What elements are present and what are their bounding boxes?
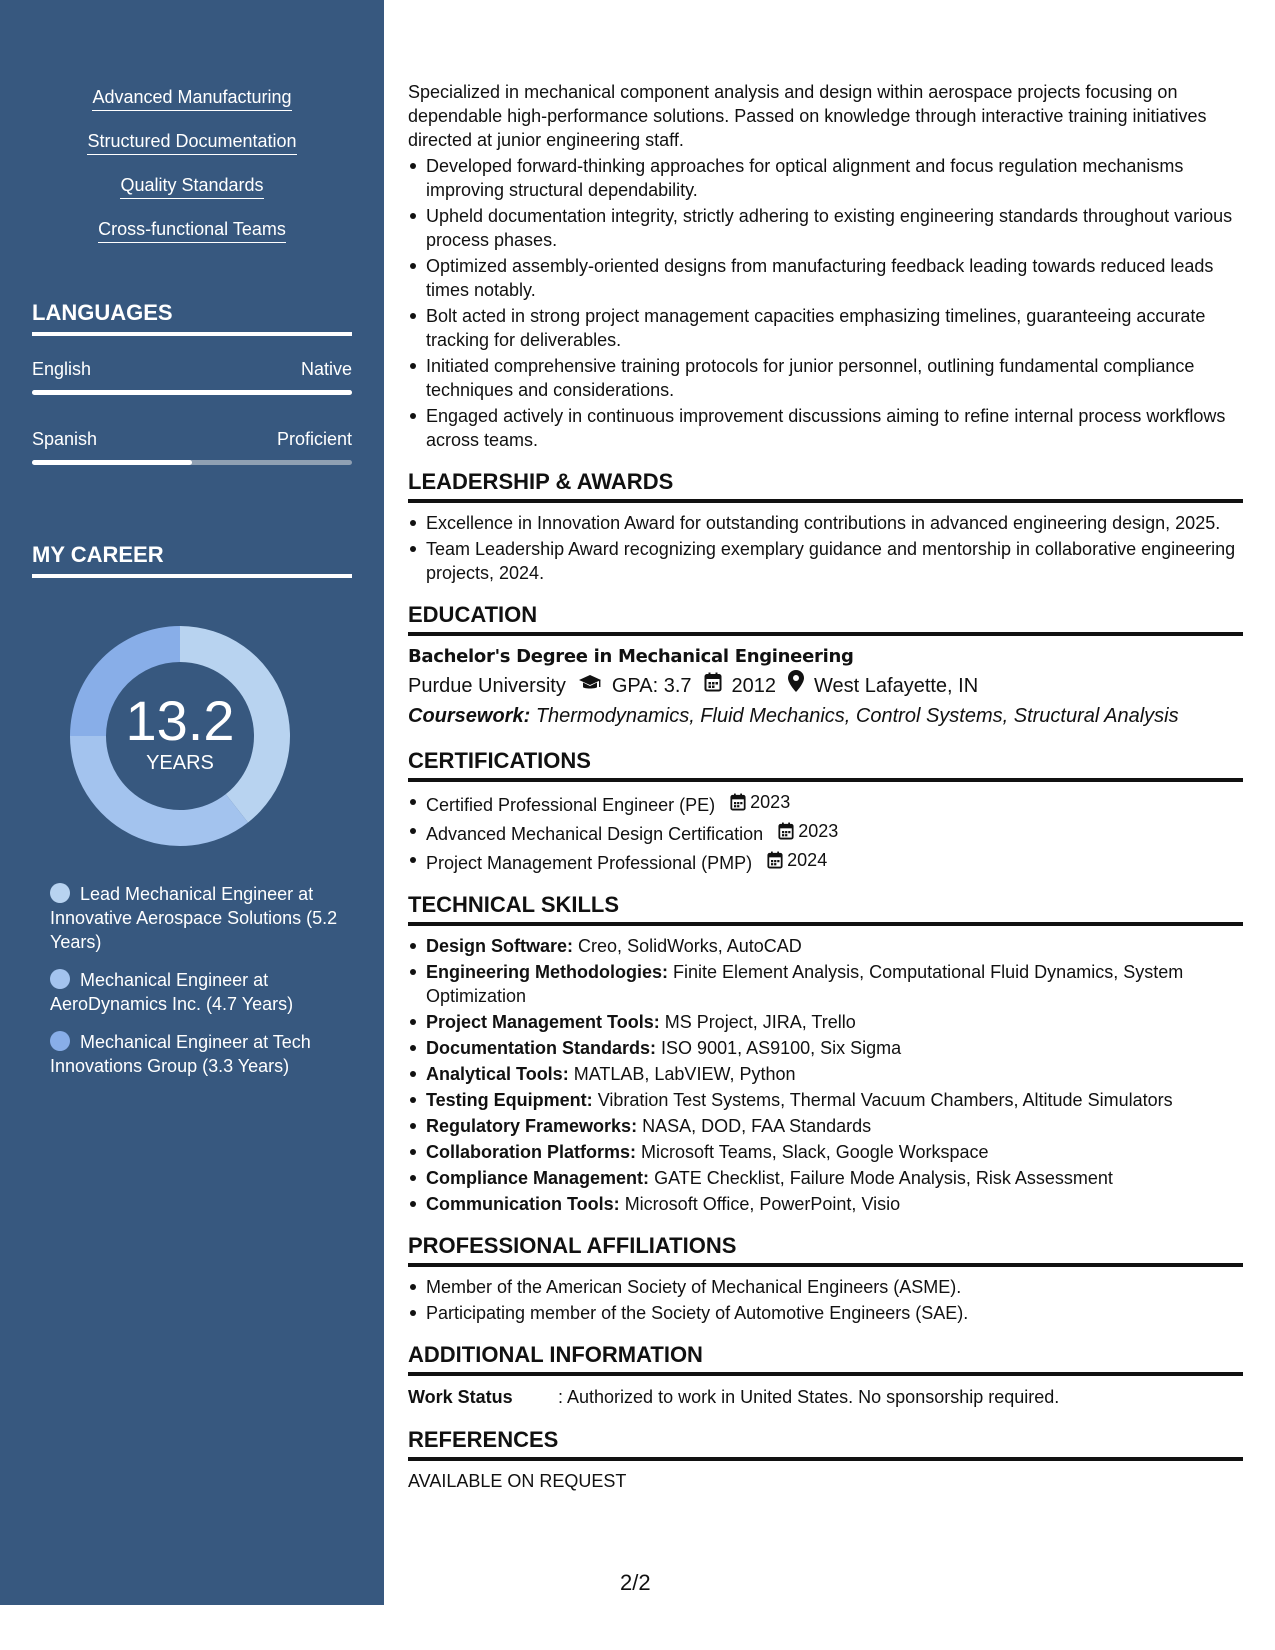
language-row [32,358,352,380]
certification-name: Advanced Mechanical Design Certification [426,824,764,844]
skill-link[interactable]: Cross-functional Teams [98,218,286,243]
calendar-icon [730,793,746,811]
technical-skills-list [408,934,1243,1216]
technical-skill-item [426,934,1243,958]
education-school: Purdue University [408,674,566,697]
education-heading: EDUCATION [408,601,1243,636]
certification-year: 2023 [798,821,839,841]
list-item: Upheld documentation integrity, strictly adhering to existing engineering standards throughout various process phases. [426,204,1243,252]
skill-category: Analytical Tools: [426,1064,569,1084]
skill-values: MS Project, JIRA, Trello [664,1012,856,1032]
languages-heading: LANGUAGES [32,300,352,336]
skill-values: Vibration Test Systems, Thermal Vacuum Chambers, Altitude Simulators [597,1090,1173,1110]
work-status-value: : Authorized to work in United States. No sponsorship required. [558,1387,1060,1407]
skill-values: ISO 9001, AS9100, Six Sigma [661,1038,902,1058]
leadership-heading: LEADERSHIP & AWARDS [408,468,1243,503]
career-total: 13.2 [125,689,235,752]
career-dot-icon [50,883,70,903]
education-degree: Bachelor's Degree in Mechanical Engineering [408,646,854,667]
skill-values: Finite Element Analysis, Computational Fluid Dynamics, System Optimization [426,962,1184,1006]
skill-values: NASA, DOD, FAA Standards [642,1116,872,1136]
technical-skill-item [426,1140,1243,1164]
certification-date [778,819,838,843]
skill-links [0,86,384,262]
certification-year: 2023 [750,792,791,812]
affiliations-heading: PROFESSIONAL AFFILIATIONS [408,1232,1243,1267]
skill-values: MATLAB, LabVIEW, Python [573,1064,796,1084]
coursework [408,701,1243,731]
career-item [50,882,340,954]
language-name: English [32,359,92,379]
career-item [50,1030,340,1078]
list-item: Bolt acted in strong project management capacities emphasizing timelines, guaranteeing accurate tracking for deliverables. [426,304,1243,352]
language-name: Spanish [32,429,98,449]
language-bar-fill [32,460,192,465]
career-item [50,968,340,1016]
certification-year: 2024 [787,850,828,870]
education-meta [408,670,1243,701]
career-label: Lead Mechanical Engineer at Innovative Aerospace Solutions (5.2 Years) [50,884,338,952]
location-pin-icon [788,670,804,701]
technical-skill-item [426,960,1243,1008]
technical-skill-item [426,1010,1243,1034]
technical-skill-item [426,1062,1243,1086]
list-item: Initiated comprehensive training protocols for junior personnel, outlining fundamental compliance techniques and considerations. [426,354,1243,402]
references-heading: REFERENCES [408,1426,1243,1461]
education-gpa: GPA: 3.7 [611,674,692,697]
summary: Specialized in mechanical component analysis and design within aerospace projects focusing on dependable high-performance solutions. Passed on knowledge through interactive training initiatives directed at junior engineering staff. [408,82,1207,150]
certification-item [426,790,1243,817]
certification-name: Project Management Professional (PMP) [426,853,753,873]
coursework-value: Thermodynamics, Fluid Mechanics, Control Systems, Structural Analysis [535,705,1179,727]
calendar-icon [767,851,783,869]
skill-category: Documentation Standards: [426,1038,657,1058]
career-dot-icon [50,1031,70,1051]
skill-category: Compliance Management: [426,1168,650,1188]
skill-link[interactable]: Advanced Manufacturing [92,86,291,111]
page-number: 2/2 [620,1570,651,1595]
language-level: Proficient [276,429,352,449]
career-label: Mechanical Engineer at Tech Innovations Group (3.3 Years) [50,1032,311,1076]
skill-category: Regulatory Frameworks: [426,1116,638,1136]
skill-category: Communication Tools: [426,1194,620,1214]
skill-values: GATE Checklist, Failure Mode Analysis, Risk Assessment [654,1168,1113,1188]
work-status-row [408,1384,1243,1410]
list-item: Member of the American Society of Mechanical Engineers (ASME). [426,1275,1243,1299]
technical-skill-item [426,1192,1243,1216]
coursework-label: Coursework: [408,705,531,727]
list-item: Team Leadership Award recognizing exemplary guidance and mentorship in collaborative engineering projects, 2024. [426,537,1243,585]
certification-item [426,848,1243,875]
main-content [408,80,1243,1493]
career-heading: MY CAREER [32,542,352,578]
additional-info-heading: ADDITIONAL INFORMATION [408,1341,1243,1376]
graduation-cap-icon [578,671,602,701]
skill-values: Microsoft Teams, Slack, Google Workspace [641,1142,989,1162]
language-bar-fill [32,390,352,395]
technical-skill-item [426,1088,1243,1112]
calendar-icon [778,822,794,840]
skill-link[interactable]: Quality Standards [120,174,263,199]
certifications-heading: CERTIFICATIONS [408,747,1243,782]
career-label: Mechanical Engineer at AeroDynamics Inc. (4.7 Years) [50,970,294,1014]
language-row [32,428,352,450]
list-item: Developed forward-thinking approaches for optical alignment and focus regulation mechanisms improving structural dependability. [426,154,1243,202]
certification-name: Certified Professional Engineer (PE) [426,795,716,815]
career-list [50,882,340,1092]
skill-category: Collaboration Platforms: [426,1142,637,1162]
list-item: Optimized assembly-oriented designs from manufacturing feedback leading towards reduced leads times notably. [426,254,1243,302]
leadership-list [408,511,1243,585]
language-level: Native [300,359,352,379]
list-item: Engaged actively in continuous improvement discussions aiming to refine internal process workflows across teams. [426,404,1243,452]
references-text: AVAILABLE ON REQUEST [408,1471,627,1491]
certification-date [730,790,790,814]
calendar-icon [704,671,722,701]
skill-values: Microsoft Office, PowerPoint, Visio [624,1194,901,1214]
language-bar [32,460,352,465]
technical-skills-heading: TECHNICAL SKILLS [408,891,1243,926]
skill-values: Creo, SolidWorks, AutoCAD [578,936,802,956]
technical-skill-item [426,1166,1243,1190]
technical-skill-item [426,1114,1243,1138]
list-item: Excellence in Innovation Award for outstanding contributions in advanced engineering design, 2025. [426,511,1243,535]
education-location: West Lafayette, IN [814,674,979,697]
affiliations-list [408,1275,1243,1325]
certification-date [767,848,827,872]
career-donut-center [66,622,294,850]
career-unit: YEARS [146,752,214,774]
skill-category: Project Management Tools: [426,1012,660,1032]
work-status-label: Work Status [408,1387,513,1407]
education-year: 2012 [731,674,777,697]
sidebar [0,0,384,1605]
career-donut [66,622,294,850]
skill-category: Testing Equipment: [426,1090,593,1110]
career-dot-icon [50,969,70,989]
certifications-list [408,790,1243,875]
skill-category: Engineering Methodologies: [426,962,668,982]
experience-bullets [408,154,1243,452]
certification-item [426,819,1243,846]
skill-link[interactable]: Structured Documentation [87,130,296,155]
skill-category: Design Software: [426,936,574,956]
list-item: Participating member of the Society of Automotive Engineers (SAE). [426,1301,1243,1325]
language-bar [32,390,352,395]
technical-skill-item [426,1036,1243,1060]
